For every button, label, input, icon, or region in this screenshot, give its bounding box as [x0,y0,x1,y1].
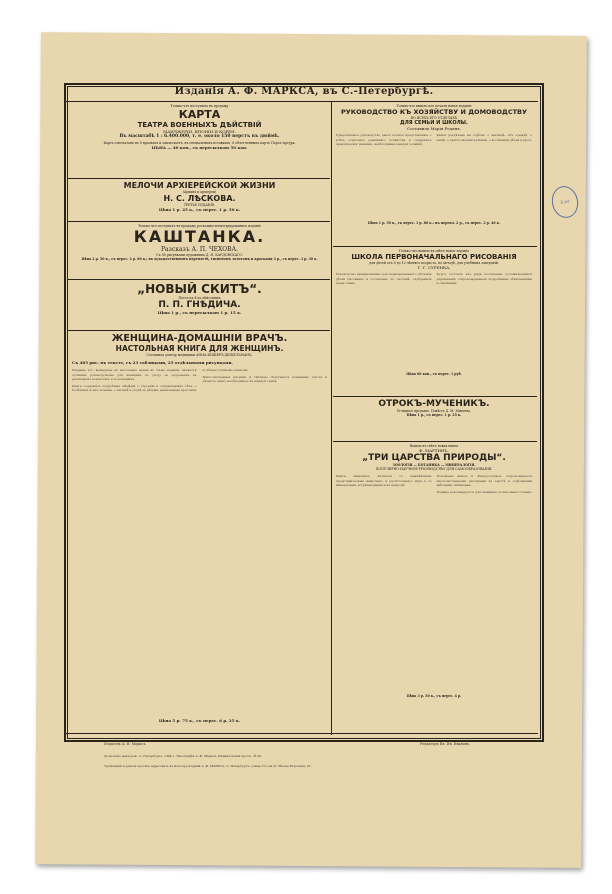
skit-price: Цѣна 1 р., съ пересылкою 1 р. 15 к. [157,310,242,315]
shkola-paragraph: Курсъ состоитъ изъ ряда постепенно усложняющихся упражненій, сопровождаемыхъ подробными объясненіями и образцами. [436,272,532,285]
carstva-price: Цѣна 3 р. 50 к., съ перес. 4 р. [406,694,462,698]
shkola-body [336,272,532,372]
footer-editor: Редакторъ Вл. Ив. Ивановъ. [420,742,470,746]
otrok-title: ОТРОКЪ-МУЧЕНИКЪ. [378,399,490,409]
divider [333,246,537,247]
map-intro: Только-что поступила въ продажу [170,104,229,108]
map-subtitle2: МАНЧЖУРІИ, ЯПОНІИ И КОРЕИ. [163,129,236,134]
melochi-advert [72,181,327,219]
shkola-price: Цѣна 60 коп., съ перес. 1 руб. [406,372,462,376]
melochi-edition: ТРЕТЬЕ ИЗДАНІЕ. [183,203,216,207]
footer-order-note: Требованія и деньги просить адресовать въ Контору изданій А. Ф. МАРКСА, С.-Петербургъ, улица Гоголя (б. Малая Морская), 22. [104,764,312,768]
vrach-paragraph: Книга содержитъ подробныя свѣдѣнія о строеніи и отправленіяхъ тѣла, о болѣзняхъ и ихъ леченіи, о гигіенѣ и уходѣ за дѣтьми, написанныя простымъ и общедоступнымъ языкомъ. [72,368,249,392]
melochi-price: Цѣна 1 р. 25 к., съ перес. 1 р. 50 к. [158,207,241,212]
carstva-paragraph: Книга знакомитъ читателя съ важнѣйшими представителями животнаго и растительнаго міра и съ минералами, встрѣчающимися въ природѣ. [336,474,432,487]
kashtanka-intro: Только-что поступилъ въ продажу роскошно-иллюстрированное изданіе [138,224,261,228]
shkola-paragraph: Руководство предназначено для первоначальнаго обученія дѣтей рисованію и составлено по системѣ, одобренной педагогами. [336,272,432,285]
ruk-title: РУКОВОДСТВО КЪ ХОЗЯЙСТВУ И ДОМОВОДСТВУ [341,108,527,116]
shkola-sub: для дѣтей отъ 8 до 12-лѣтняго возраста, по методѣ, для учебныхъ заведеній. [369,261,499,265]
map-note: Карта отпечатана въ 8 краскахъ и заключаетъ, въ спеціальныхъ вставкахъ, 6 облегченныхъ картъ Порта-Артура. [103,141,296,145]
divider [333,441,537,442]
vrach-advert [72,333,327,731]
carstva-sub: ЗООЛОГІЯ — БОТАНИКА — МИНЕРАЛОГІЯ. [392,463,476,467]
map-price: ЦѢНА — 40 коп., съ пересылкою 50 коп. [151,145,248,150]
shkola-intro: Только-что вышло въ свѣтъ новое изданіе [398,249,470,253]
divider [333,396,537,397]
carstva-paragraph: Изложеніе живое и общедоступное, сопровождается многочисленными рисунками въ текстѣ и отдѣльными цвѣтными таблицами. [436,474,532,487]
ruk-author: Составила Марія Реданъ. [407,126,461,131]
carstva-author: Ф. МАРТИНЪ. [419,448,449,453]
kashtanka-price: Цѣна 2 р. 50 к., съ перес. 2 р. 80 к.; въ художественномъ переплетѣ, тисненомъ золотомъ и красками 3 р., съ перес. 3 р. 30 к. [81,257,318,261]
vrach-body [72,368,327,718]
vrach-paragraph: Издание это, вышедшее въ настоящее время въ 14-мъ изданіи, является лучшимъ руководствомъ для женщинъ по уходу за здоровьемъ въ различныхъ возрастахъ и положеніяхъ. [72,368,197,381]
vrach-author: Составила доктор медицины АННА ФИШЕРЪ-ДЮКЕЛЬМАНЪ. [146,353,253,357]
map-subtitle: ТЕАТРА ВОЕННЫХЪ ДѢЙСТВІЙ [137,121,262,129]
melochi-title: МЕЛОЧИ АРХІЕРЕЙСКОЙ ЖИЗНИ [123,181,276,190]
melochi-author: Н. С. ЛѢСКОВА. [163,194,236,203]
footer-censorship: Дозволено цензурою. С.-Петербургъ, 1904 г. Типографія А. Ф. Маркса, Измайловскій просп., № 29. [104,754,263,758]
library-stamp: Б-ка [549,184,581,221]
ruk-price: Цѣна 1 р. 50 к., съ перес. 1 р. 80 к.; въ перепл. 2 р., съ перес. 2 р. 40 к. [367,221,501,225]
divider [68,178,330,179]
vrach-subtitle: НАСТОЛЬНАЯ КНИГА ДЛЯ ЖЕНЩИНЪ. [115,344,284,353]
skit-title: „НОВЫЙ СКИТЪ“. [137,282,262,296]
carstva-advert [336,444,532,731]
vrach-lead: Съ 485 рис. въ тексте, съ 23 таблицами, 25 отдѣльными рисунками. [72,360,233,365]
divider [68,221,330,222]
carstva-sub2: ПОПУЛЯРНО-НАУЧНОЕ РУКОВОДСТВО ДЛЯ САМООБРАЗОВАНІЯ. [375,467,493,471]
kashtanka-advert [72,224,327,277]
ruk-body [336,133,532,221]
kashtanka-author: Разсказъ А. П. ЧЕХОВА. [160,246,239,253]
vrach-paragraph: Многочисленные рисунки и таблицы облегчаютъ пониманіе текста и дѣлаютъ книгу необходимою въ каждой семьѣ. [202,374,327,383]
page-header-title: Изданія А. Ф. МАРКСА, въ С.-Петербургѣ. [174,86,434,97]
divider [68,330,330,331]
carstva-title: „ТРИ ЦАРСТВА ПРИРОДЫ“. [362,453,506,463]
ruk-paragraph: Книга раздѣлена на отдѣлы: о жилищѣ, объ одеждѣ, о пищѣ, о приготовленіи кушаній, о воспитаніи дѣтей и проч. [436,133,532,142]
ruk-sub2: ДЛЯ СЕМЬИ И ШКОЛЫ. [400,120,468,126]
column-divider [331,102,332,735]
shkola-advert [336,249,532,394]
kashtanka-title: КАШТАНКА. [133,227,266,246]
map-scale: Въ масштабѣ 1 : 6.400.000, т. е. около 150 верстъ въ дюймѣ. [119,134,280,139]
skit-advert [72,282,327,328]
vrach-title: ЖЕНЩИНА-ДОМАШНІЙ ВРАЧЪ. [111,333,288,344]
ruk-intro: Только-что вышло изъ печати новое изданіе [396,104,472,108]
carstva-body [336,474,532,694]
vrach-price: Цѣна 5 р. 75 к., съ перес. 6 р. 25 к. [158,718,241,723]
map-advert [72,104,327,176]
carstva-intro: Вышла въ свѣтъ новая книга [409,444,459,448]
otrok-sub: Углицкое преданіе. Повѣсть Д. М. Михеева. [396,409,472,413]
ruk-sub: ВО ВСЕХЪ ЕГО ОТДЕЛАХЪ [410,116,458,120]
shkola-author: Г. Г. СУРЕНКА. [417,265,451,270]
kashtanka-illustrations: Съ 56 рисунками художника Д. Н. КАРДОВСКАГО. [156,253,243,257]
rukovodstvo-advert [336,104,532,244]
otrok-price: Цѣна 1 р., съ перес. 1 р. 25 к. [406,413,462,417]
map-title: КАРТА [178,108,221,121]
header-divider [66,101,538,102]
shkola-title: ШКОЛА ПЕРВОНАЧАЛЬНАГО РИСОВАНІЯ [351,253,517,261]
footer-publisher: Издатель А. Ф. Марксъ. [104,742,147,746]
divider [68,279,330,280]
carstva-paragraph: Изданіе рекомендуется для семейнаго и школьнаго чтенія. [436,489,532,494]
skit-author: П. П. ГНѢДИЧА. [158,300,241,310]
otrok-advert [336,399,532,439]
skit-genre: Пьеса въ 4-хъ дѣйствіяхъ [178,296,221,300]
bottom-divider [66,733,538,734]
melochi-subtitle: (Архивъ и архіереи) [182,190,217,194]
ruk-paragraph: Предлагаемое руководство даетъ полное представленіе о всѣхъ отрасляхъ домашняго хозяйства и содержитъ практическія указанія, необходимыя каждой хозяйкѣ. [336,133,432,146]
